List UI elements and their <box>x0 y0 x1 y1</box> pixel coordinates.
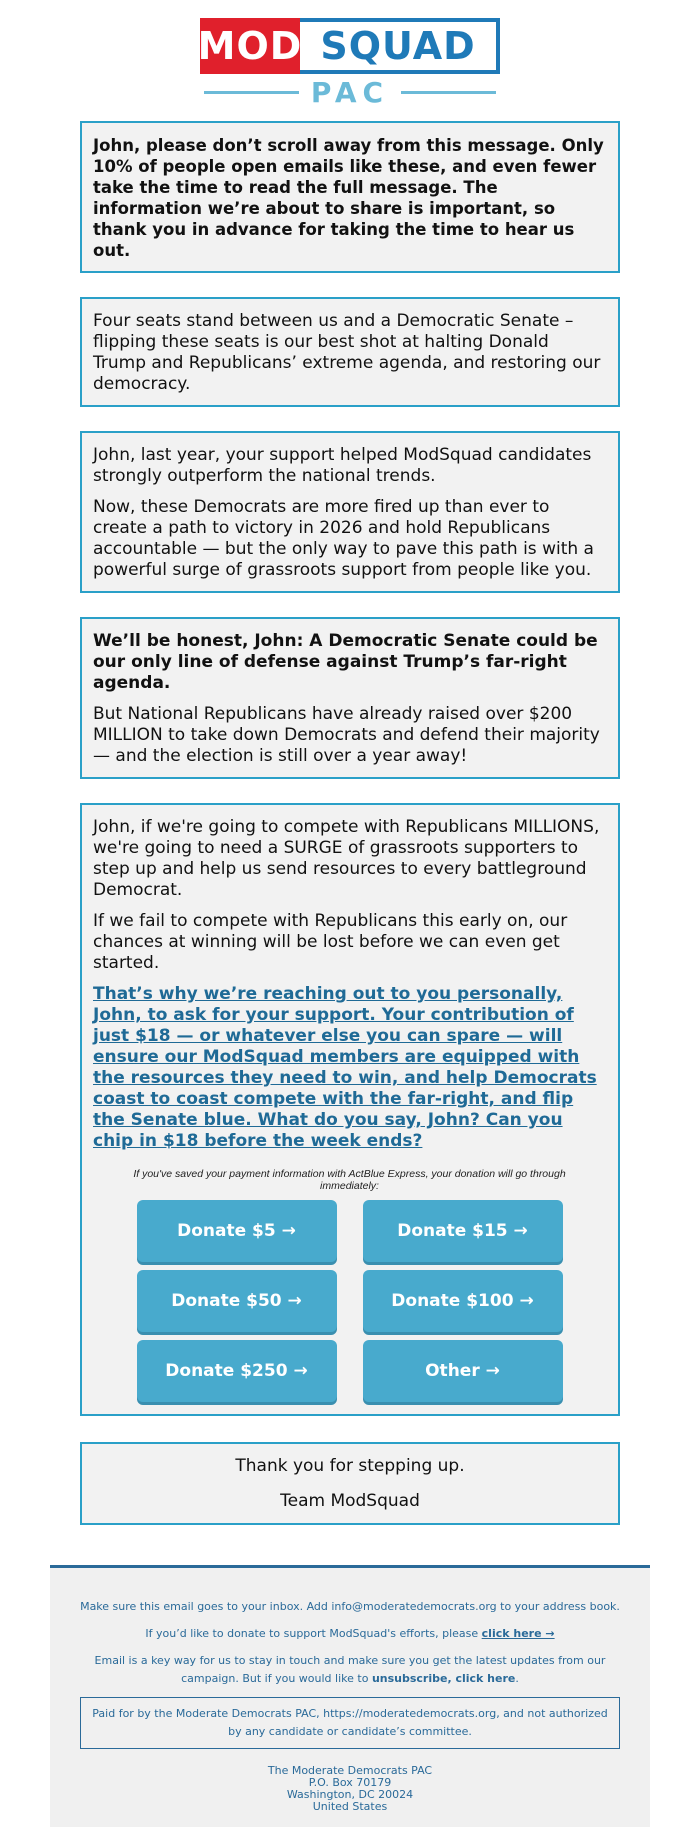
email-body <box>0 18 700 1827</box>
footer-email-line <box>80 1652 620 1688</box>
logo-squad-text: SQUAD <box>300 18 500 74</box>
logo-mod-text: MOD <box>200 18 300 74</box>
footer-donate-prefix: If you’d like to donate to support ModSquad's efforts, please <box>145 1627 482 1640</box>
support-text-2: Now, these Democrats are more fired up than ever to create a path to victory in 2026 and hold Republicans accountable — but the only way to pave this path is with a powerful surge of grassroots support from people like you. <box>93 497 594 580</box>
donate-50-button[interactable]: Donate $50 → <box>137 1270 337 1332</box>
footer-donate-line <box>80 1625 620 1643</box>
footer-email-prefix: Email is a key way for us to stay in touch and make sure you get the latest updates from our campaign. But if you would like to <box>94 1654 606 1685</box>
closing-box <box>80 1442 620 1525</box>
senate-seats-box <box>80 297 620 407</box>
support-text-1: John, last year, your support helped ModSquad candidates strongly outperform the national trends. <box>93 445 592 486</box>
footer <box>50 1565 650 1827</box>
footer-inbox-text: Make sure this email goes to your inbox. Add info@moderatedemocrats.org to your address book. <box>80 1600 620 1613</box>
compete-text-1: John, if we're going to compete with Republicans MILLIONS, we're going to need a SURGE of grassroots supporters to step up and help us send resources to every battleground Democrat. <box>93 817 600 900</box>
honest-heading: We’ll be honest, John: A Democratic Senate could be our only line of defense against Trump’s far-right agenda. <box>93 631 598 693</box>
donate-15-button[interactable]: Donate $15 → <box>363 1200 563 1262</box>
donate-5-button[interactable]: Donate $5 → <box>137 1200 337 1262</box>
footer-email-suffix: . <box>515 1672 519 1685</box>
donate-appeal-link[interactable]: That’s why we’re reaching out to you personally, John, to ask for your support. Your contribution of just $18 — or whatever else you can spare — will ensure our ModSquad members are equipped with the resources they need to win, and help Democrats coast to coast compete with the far-right, and flip the Senate blue. What do you say, John? Can you chip in $18 before the week ends? <box>93 984 597 1151</box>
donate-box <box>80 803 620 1416</box>
closing-signature: Team ModSquad <box>280 1491 420 1511</box>
logo-divider <box>204 91 299 94</box>
intro-box <box>80 121 620 273</box>
compete-text-2: If we fail to compete with Republicans this early on, our chances at winning will be lost before we can even get started. <box>93 911 568 973</box>
address-line: P.O. Box 70179 <box>308 1776 392 1789</box>
unsubscribe-link[interactable]: unsubscribe, click here <box>371 1672 516 1685</box>
donate-250-button[interactable]: Donate $250 → <box>137 1340 337 1402</box>
closing-thanks: Thank you for stepping up. <box>235 1456 465 1476</box>
honest-text: But National Republicans have already raised over $200 MILLION to take down Democrats and defend their majority — and the election is still over a year away! <box>93 704 600 766</box>
logo-pac-text: PAC <box>310 76 390 109</box>
address-line: Washington, DC 20024 <box>286 1788 414 1801</box>
support-box <box>80 431 620 593</box>
paid-for-disclaimer: Paid for by the Moderate Democrats PAC, https://moderatedemocrats.org, and not authorized by any candidate or candidate’s committee. <box>80 1697 620 1749</box>
actblue-note: If you've saved your payment information with ActBlue Express, your donation will go through immediately: <box>133 1168 566 1192</box>
address-line: United States <box>312 1800 388 1813</box>
donate-other-button[interactable]: Other → <box>363 1340 563 1402</box>
honest-box <box>80 617 620 779</box>
donate-button-grid <box>93 1200 606 1402</box>
mailing-address <box>80 1765 620 1817</box>
logo-divider <box>401 91 496 94</box>
footer-donate-link[interactable]: click here → <box>481 1627 555 1640</box>
intro-text: John, please don’t scroll away from this message. Only 10% of people open emails like these, and even fewer take the time to read the full message. The information we’re about to share is important, so thank you in advance for taking the time to hear us out. <box>93 136 604 260</box>
donate-100-button[interactable]: Donate $100 → <box>363 1270 563 1332</box>
address-line: The Moderate Democrats PAC <box>267 1764 433 1777</box>
modsquad-pac-logo <box>197 18 500 109</box>
senate-seats-text: Four seats stand between us and a Democratic Senate – flipping these seats is our best shot at halting Donald Trump and Republicans’ extreme agenda, and restoring our democracy. <box>93 311 601 394</box>
